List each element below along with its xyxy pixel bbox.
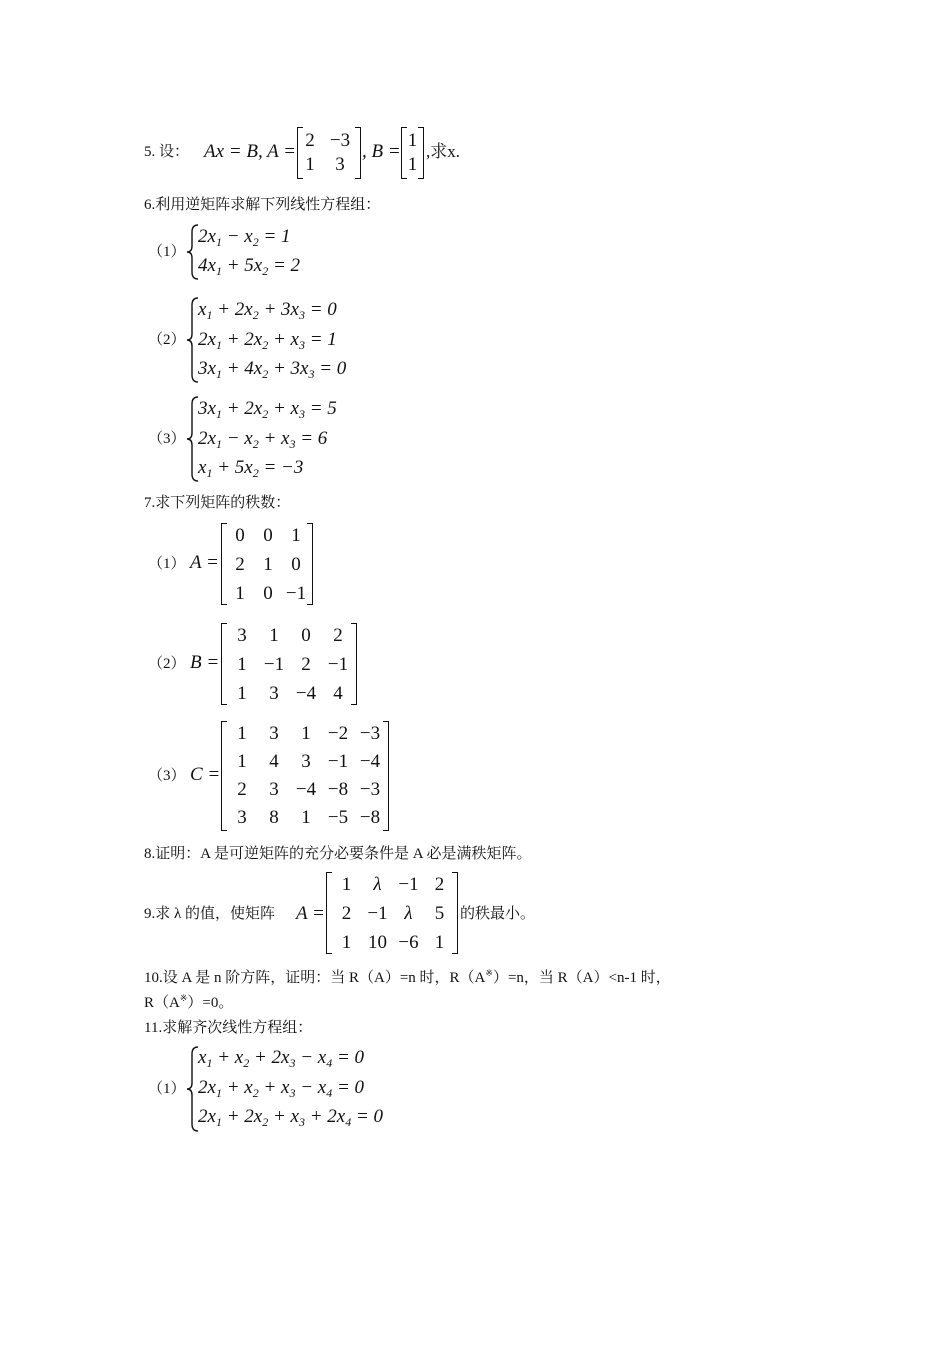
q7-matrix-c <box>221 721 389 831</box>
matrix-cell: 0 <box>235 525 245 546</box>
matrix-cell: 1 <box>341 932 352 953</box>
matrix-cell: −2 <box>327 723 349 744</box>
q6-s3-eq2: $2x_1 - x_2 + x_3 = 6$ <box>198 428 328 451</box>
matrix-cell: 1 <box>341 874 352 895</box>
matrix-cell: 4 <box>333 683 343 704</box>
q7-m2-name: B = <box>190 652 220 673</box>
q9-matrix <box>326 872 458 954</box>
matrix-cell: −1 <box>285 583 307 604</box>
matrix-cell: −5 <box>327 807 349 828</box>
q6-s1-eq1: $2x_1 - x_2 = 1$ <box>198 226 291 249</box>
q5-matrix-b: 1 1 <box>401 127 424 179</box>
matrix-cell: 1 <box>291 525 301 546</box>
matrix-cell: 2 <box>333 625 343 646</box>
q7-m2-label: （2） <box>148 656 186 672</box>
matrix-cell: −8 <box>359 807 381 828</box>
q6-s1-eq2: $4x_1 + 5x_2 = 2$ <box>198 255 301 278</box>
matrix-cell: 1 <box>301 723 311 744</box>
matrix-cell: 1 <box>269 625 279 646</box>
matrix-cell: 10 <box>368 932 387 953</box>
q5-equation-b: , B = <box>362 141 401 162</box>
matrix-cell: 1 <box>263 554 273 575</box>
matrix-cell: −1 <box>327 654 349 675</box>
matrix-cell: 3 <box>301 751 311 772</box>
q5-matrix-a: 2 −3 1 3 <box>297 127 361 179</box>
q9-name: A = <box>296 903 325 924</box>
q6-s3-label: （3） <box>148 431 186 447</box>
matrix-cell: −4 <box>359 751 381 772</box>
matrix-cell: −3 <box>359 779 381 800</box>
matrix-cell: 1 <box>301 807 311 828</box>
q11-s1-eq3: $2x_1 + 2x_2 + x_3 + 2x_4 = 0$ <box>198 1106 384 1129</box>
matrix-cell: 2 <box>301 654 311 675</box>
matrix-cell: 1 <box>235 583 245 604</box>
q7-m1-label: （1） <box>148 556 186 572</box>
q7-matrix-b <box>221 623 357 705</box>
matrix-cell: 2 <box>341 903 352 924</box>
matrix-cell: 4 <box>269 751 279 772</box>
matrix-cell: −3 <box>359 723 381 744</box>
matrix-cell: 1 <box>434 932 445 953</box>
q10-line2: R（A※）=0。 <box>144 993 234 1011</box>
q6-s2-eq1: $x_1 + 2x_2 + 3x_3 = 0$ <box>198 299 337 322</box>
q9-suffix: 的秩最小。 <box>460 906 536 922</box>
matrix-cell: 3 <box>269 779 279 800</box>
matrix-cell: 3 <box>269 723 279 744</box>
matrix-cell: 3 <box>269 683 279 704</box>
q6-s2-label: （2） <box>148 332 186 348</box>
q8-text: 8.证明：A 是可逆矩阵的充分必要条件是 A 必是满秩矩阵。 <box>144 846 532 862</box>
matrix-cell: −1 <box>327 751 349 772</box>
matrix-cell: λ <box>373 874 382 895</box>
q5-tail: ,求x. <box>426 142 460 161</box>
matrix-cell: 3 <box>237 807 247 828</box>
q6-title: 6.利用逆矩阵求解下列线性方程组： <box>144 197 381 213</box>
matrix-cell: −1 <box>398 874 419 895</box>
q6-s2-eq3: $3x_1 + 4x_2 + 3x_3 = 0$ <box>198 358 347 381</box>
q7-title: 7.求下列矩阵的秩数： <box>144 495 291 511</box>
matrix-cell: 1 <box>237 654 247 675</box>
matrix-cell: 2 <box>235 554 245 575</box>
matrix-cell: 5 <box>434 903 445 924</box>
q6-s3-eq3: $x_1 + 5x_2 = -3$ <box>198 457 304 480</box>
matrix-cell: 8 <box>269 807 279 828</box>
matrix-cell: −4 <box>295 779 317 800</box>
q5-number: 5. 设： <box>144 144 190 160</box>
matrix-cell: 2 <box>237 779 247 800</box>
matrix-cell: −4 <box>295 683 317 704</box>
q7-m3-name: C = <box>190 764 221 785</box>
q9-prefix: 9.求 λ 的值，使矩阵 <box>144 906 276 922</box>
q7-m1-name: A = <box>190 552 219 573</box>
q6-s3-eq1: $3x_1 + 2x_2 + x_3 = 5$ <box>198 398 337 421</box>
matrix-cell: 2 <box>434 874 445 895</box>
q6-s2-eq2: $2x_1 + 2x_2 + x_3 = 1$ <box>198 329 337 352</box>
q7-m3-label: （3） <box>148 768 186 784</box>
q11-s1-eq1: $x_1 + x_2 + 2x_3 - x_4 = 0$ <box>198 1047 365 1070</box>
matrix-cell: 3 <box>237 625 247 646</box>
q7-matrix-a <box>221 523 313 605</box>
matrix-cell: 0 <box>263 583 273 604</box>
matrix-cell: λ <box>404 903 413 924</box>
matrix-cell: −1 <box>367 903 388 924</box>
matrix-cell: −1 <box>263 654 285 675</box>
q11-s1-label: （1） <box>148 1081 186 1097</box>
q11-s1-eq2: $2x_1 + x_2 + x_3 - x_4 = 0$ <box>198 1077 365 1100</box>
matrix-cell: 1 <box>237 751 247 772</box>
matrix-cell: 0 <box>263 525 273 546</box>
q10-line1: 10.设 A 是 n 阶方阵，证明：当 R（A）=n 时，R（A※）=n，当 R（A）<n-1 时， <box>144 968 671 986</box>
q5-equation-lhs: Ax = B, A = <box>204 141 296 162</box>
matrix-cell: 0 <box>291 554 301 575</box>
matrix-cell: 0 <box>301 625 311 646</box>
matrix-cell: −6 <box>398 932 419 953</box>
matrix-cell: 1 <box>237 683 247 704</box>
matrix-cell: −8 <box>327 779 349 800</box>
q6-s1-label: （1） <box>148 244 186 260</box>
q11-title: 11.求解齐次线性方程组： <box>144 1020 313 1036</box>
matrix-cell: 1 <box>237 723 247 744</box>
